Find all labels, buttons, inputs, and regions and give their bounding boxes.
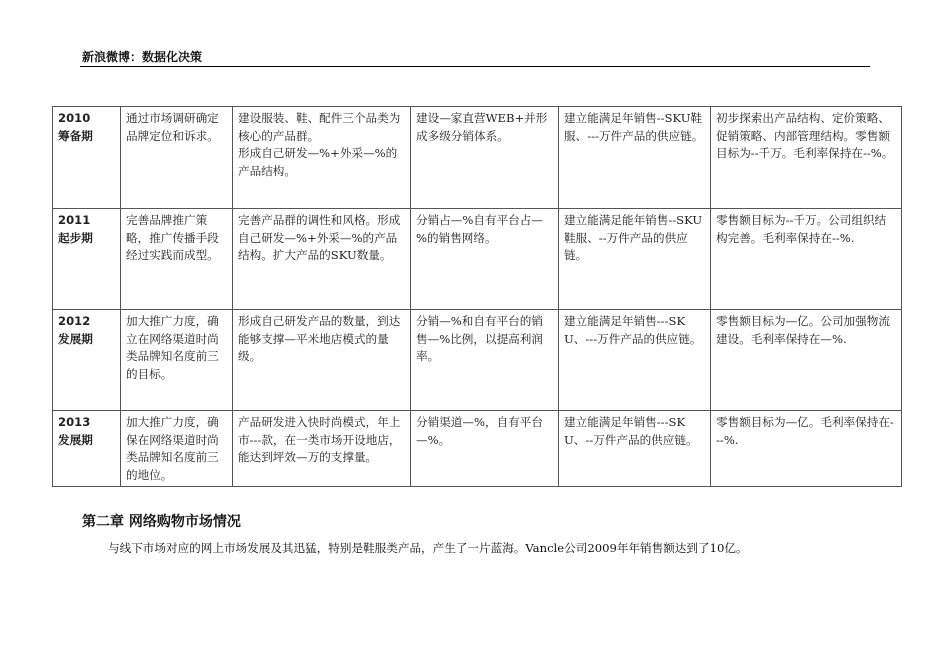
product-cell: 产品研发进入快时尚模式，年上市---款，在一类市场开设地店，能达到坪效—万的支撑量。 bbox=[233, 411, 411, 487]
supply-chain-cell: 建立能满足年销售---SKU、--万件产品的供应链。 bbox=[559, 411, 711, 487]
supply-chain-cell: 建立能满足年销售---SKU、---万件产品的供应链。 bbox=[559, 310, 711, 411]
phase-name: 发展期 bbox=[58, 432, 93, 447]
product-cell: 完善产品群的调性和风格。形成自己研发—%+外采—%的产品结构。扩大产品的SKU数量。 bbox=[233, 209, 411, 310]
channel-cell: 分销占—%自有平台占—%的销售网络。 bbox=[411, 209, 559, 310]
table-row bbox=[53, 310, 902, 411]
product-cell bbox=[233, 107, 411, 209]
phase-name: 筹备期 bbox=[58, 128, 93, 143]
supply-chain-cell: 建立能满足能年销售--SKU鞋服、--万件产品的供应链。 bbox=[559, 209, 711, 310]
phase-year: 2010 bbox=[58, 111, 91, 125]
table-row bbox=[53, 209, 902, 310]
table-row bbox=[53, 411, 902, 487]
target-cell: 零售额目标为—亿。公司加强物流建设。毛利率保持在—%. bbox=[711, 310, 902, 411]
target-cell: 零售额目标为--千万。公司组织结构完善。毛利率保持在--%. bbox=[711, 209, 902, 310]
header-title: 新浪微博：数据化决策 bbox=[82, 50, 203, 64]
phase-cell bbox=[53, 209, 121, 310]
phase-year: 2011 bbox=[58, 213, 91, 227]
phase-cell bbox=[53, 107, 121, 209]
product-cell: 形成自己研发产品的数量，到达能够支撑—平米地店模式的量级。 bbox=[233, 310, 411, 411]
brand-cell: 完善品牌推广策略，推广传播手段经过实践而成型。 bbox=[121, 209, 233, 310]
brand-cell: 加大推广力度，确保在网络渠道时尚类品牌知名度前三的地位。 bbox=[121, 411, 233, 487]
phase-year: 2013 bbox=[58, 415, 91, 429]
supply-chain-cell: 建立能满足年销售--SKU鞋服、---万件产品的供应链。 bbox=[559, 107, 711, 209]
phase-cell bbox=[53, 310, 121, 411]
table-row bbox=[53, 107, 902, 209]
brand-cell: 加大推广力度，确立在网络渠道时尚类品牌知名度前三的目标。 bbox=[121, 310, 233, 411]
chapter-heading: 第二章 网络购物市场情况 bbox=[82, 514, 241, 530]
phase-cell bbox=[53, 411, 121, 487]
phase-year: 2012 bbox=[58, 314, 91, 328]
phase-name: 发展期 bbox=[58, 331, 93, 346]
brand-cell: 通过市场调研确定品牌定位和诉求。 bbox=[121, 107, 233, 209]
channel-cell: 分销—%和自有平台的销售—%比例，以提高利润率。 bbox=[411, 310, 559, 411]
target-cell: 零售额目标为—亿。毛利率保持在---%. bbox=[711, 411, 902, 487]
product-text: 建设服装、鞋、配件三个品类为核心的产品群。 形成自己研发—%+外采—%的产品结构。 bbox=[238, 111, 401, 178]
target-cell: 初步探索出产品结构、定价策略、促销策略、内部管理结构。零售额目标为--千万。毛利率保持在--%。 bbox=[711, 107, 902, 209]
phase-name: 起步期 bbox=[58, 230, 93, 245]
body-paragraph: 与线下市场对应的网上市场发展及其迅猛，特别是鞋服类产品，产生了一片蓝海。Vancle公司2009年年销售额达到了10亿。 bbox=[108, 541, 748, 555]
channel-cell: 分销渠道—%，自有平台—%。 bbox=[411, 411, 559, 487]
channel-cell: 建设—家直营WEB+并形成多级分销体系。 bbox=[411, 107, 559, 209]
development-plan-table bbox=[52, 106, 902, 487]
page-header bbox=[80, 50, 870, 67]
